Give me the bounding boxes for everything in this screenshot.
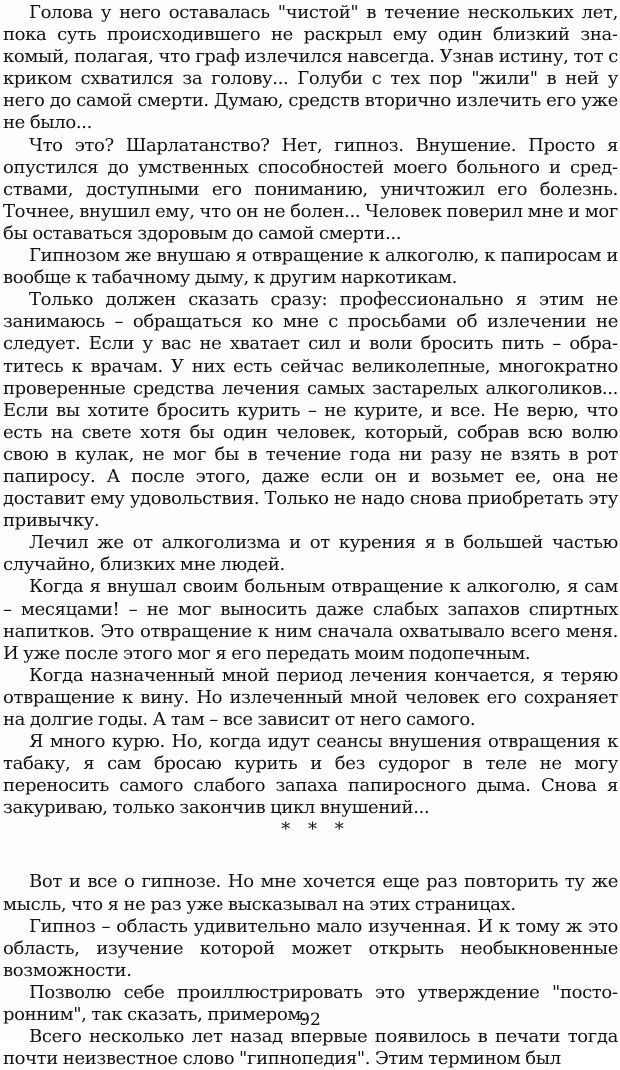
paragraph: Когда назначенный мной период лечения кончается, я теряю отвращение к вину. Но излеченный мной человек его сохраняет на долгие годы. А там – все зависит от него самого.: [3, 664, 618, 730]
paragraph: Гипнозом же внушаю я отвращение к алкоголю, к папиросам и вообще к табачному дыму, к другим наркотикам.: [3, 245, 618, 289]
paragraph: Лечил же от алкоголизма и от курения я в большей частью случайно, близких мне людей.: [3, 532, 618, 576]
section-divider: * * *: [281, 819, 350, 841]
page-text: [3, 2, 618, 1070]
paragraph: Я много курю. Но, когда идут сеансы внушения отвращения к табаку, я сам бросаю курить и без судорог в теле не могу переносить самого слабого запаха папиросного дыма. Снова я закуриваю, только закончив цикл внушений...: [3, 731, 618, 819]
page-number: 92: [299, 1010, 321, 1030]
paragraph: Голова у него оставалась "чистой" в течение нескольких лет, пока суть происходившего не раскрыл ему один близкий знакомый, полагая, что граф излечился навсегда. Узнав истину, тот с криком схватился за голову... Голуби с тех пор "жили" в ней у него до самой смерти. Думаю, средств вторично излечить его уже не было...: [3, 2, 618, 134]
paragraph: Всего несколько лет назад впервые появилось в печати тогда почти неизвестное слово "гипнопедия". Этим термином был: [3, 1026, 618, 1070]
paragraph: Что это? Шарлатанство? Нет, гипноз. Внушение. Просто я опустился до умственных способностей моего больного и средствами, доступными его пониманию, уничтожил его болезнь. Точнее, внушил ему, что он не болен... Человек поверил мне и мог бы оставаться здоровым до самой смерти...: [3, 134, 618, 244]
paragraph: Когда я внушал своим больным отвращение к алкоголю, я сам – месяцами! – не мог выносить даже слабых запахов спиртных напитков. Это отвращение к ним сначала охватывало всего меня. И уже после этого мог я его передать моим подопечным.: [3, 576, 618, 664]
paragraph: Позволю себе проиллюстрировать это утверждение "посторонним", так сказать, примером.: [3, 981, 618, 1026]
paragraph: Гипноз – область удивительно мало изученная. И к тому ж это область, изучение которой может открыть необыкновенные возможности.: [3, 915, 618, 981]
paragraph: Вот и все о гипнозе. Но мне хочется еще раз повторить ту же мысль, что я не раз уже высказывал на этих страницах.: [3, 871, 618, 915]
paragraph: Только должен сказать сразу: профессионально я этим не занимаюсь – обращаться ко мне с просьбами об излечении не следует. Если у вас не хватает сил и воли бросить пить – обратитесь к врачам. У них есть сейчас великолепные, многократно проверенные средства лечения самых застарелых алкоголиков... Если вы хотите бросить курить – не курите, и все. Не верю, что есть на свете хотя бы один человек, который, собрав всю волю свою в кулак, не мог бы в течение года ни разу не взять в рот папиросу. А после этого, даже если он и возьмет ее, она не доставит ему удовольствия. Только не надо снова приобретать эту привычку.: [3, 289, 618, 532]
